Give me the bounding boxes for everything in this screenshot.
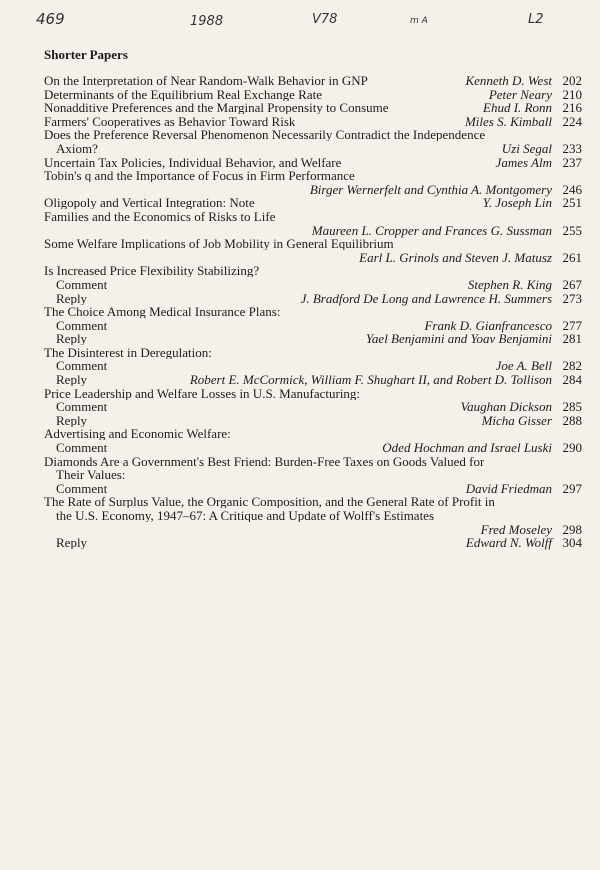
handwritten-note: 469 — [36, 10, 65, 28]
toc-entry-title: Reply — [56, 373, 88, 387]
toc-entry-title: Price Leadership and Welfare Losses in U.S. Manufacturing: — [44, 386, 361, 400]
toc-entry-page: 255 — [562, 222, 582, 238]
toc-entry — [44, 128, 582, 142]
toc-entry — [44, 196, 582, 210]
toc-entry — [44, 441, 582, 455]
toc-entry — [44, 387, 582, 401]
toc-entry — [44, 278, 582, 292]
toc-entry-title: Their Values: — [56, 468, 126, 482]
toc-entry-page: 246 — [562, 181, 582, 197]
toc-entry — [44, 237, 582, 251]
toc-entry-page: 297 — [562, 480, 582, 496]
toc-entry — [44, 251, 582, 265]
toc-entry — [44, 414, 582, 428]
toc-entry-author: Robert E. McCormick, William F. Shughart II, and Robert D. Tollison — [189, 372, 552, 388]
toc-entry — [44, 427, 582, 441]
toc-entry — [44, 101, 582, 115]
toc-entry — [44, 319, 582, 333]
toc-entry-title: Reply — [56, 291, 88, 305]
toc-entry-page: 285 — [562, 399, 582, 415]
toc-entry-title: On the Interpretation of Near Random-Walk Behavior in GNP — [44, 74, 368, 87]
toc-entry — [44, 88, 582, 102]
handwritten-note: L2 — [528, 12, 544, 27]
toc-entry-author: Joe A. Bell — [495, 358, 552, 374]
toc-entry — [44, 210, 582, 224]
toc-entry-title: Oligopoly and Vertical Integration: Note — [44, 196, 255, 210]
toc-entry-title: Reply — [56, 413, 88, 427]
toc-entry-author: Oded Hochman and Israel Luski — [382, 440, 552, 456]
toc-entry-title: Tobin's q and the Importance of Focus in Firm Performance — [44, 169, 355, 183]
toc-entry-page: 261 — [562, 249, 582, 265]
toc-entry-title: Comment — [56, 400, 108, 414]
toc-entry-title: Nonadditive Preferences and the Marginal Propensity to Consume — [44, 101, 389, 115]
toc-entry-author: Ehud I. Ronn — [483, 100, 552, 116]
toc-entry — [44, 264, 582, 278]
toc-entry-page: 202 — [562, 73, 582, 88]
toc-entry-author: Y. Joseph Lin — [482, 195, 552, 211]
toc-entry-author: Earl L. Grinols and Steven J. Matusz — [359, 249, 552, 265]
toc-entry-page: 304 — [562, 535, 582, 551]
toc-entry-title: the U.S. Economy, 1947–67: A Critique and Update of Wolff's Estimates — [56, 509, 435, 522]
toc-entry — [44, 468, 582, 482]
toc-entry-page: 288 — [562, 412, 582, 428]
toc-entry-title: Reply — [56, 536, 88, 550]
toc-entry — [44, 509, 582, 523]
toc-entry — [44, 292, 582, 306]
toc-entry — [44, 224, 582, 238]
toc-entry — [44, 346, 582, 360]
toc-entry-title: Comment — [56, 277, 108, 291]
toc-entry-title: Farmers' Cooperatives as Behavior Toward Risk — [44, 114, 296, 128]
toc-entry-title: Is Increased Price Flexibility Stabilizing? — [44, 264, 260, 278]
toc-entry-title: Advertising and Economic Welfare: — [44, 427, 231, 441]
table-of-contents — [44, 74, 582, 550]
toc-entry-author: Miles S. Kimball — [464, 113, 552, 129]
toc-entry-author: Edward N. Wolff — [465, 535, 552, 551]
handwritten-note: 1988 — [190, 14, 224, 29]
toc-entry-author: Stephen R. King — [467, 276, 552, 292]
toc-entry-page: 273 — [562, 290, 582, 306]
toc-entry — [44, 523, 582, 537]
toc-entry-title: Comment — [56, 441, 108, 455]
toc-entry-title: The Rate of Surplus Value, the Organic Composition, and the General Rate of Profit in — [44, 495, 495, 509]
toc-entry-title: Families and the Economics of Risks to Life — [44, 209, 276, 223]
toc-entry-title: The Choice Among Medical Insurance Plans: — [44, 305, 281, 319]
toc-entry — [44, 169, 582, 183]
toc-entry-author: Peter Neary — [488, 86, 552, 102]
toc-entry-author: Micha Gisser — [481, 412, 552, 428]
toc-entry-title: Reply — [56, 332, 88, 346]
toc-entry — [44, 495, 582, 509]
toc-entry — [44, 156, 582, 170]
toc-entry — [44, 74, 582, 88]
toc-entry-author: Maureen L. Cropper and Frances G. Sussman — [311, 222, 552, 238]
toc-entry — [44, 536, 582, 550]
toc-entry-page: 298 — [562, 521, 582, 537]
toc-entry-page: 281 — [562, 331, 582, 347]
handwritten-note: m A — [410, 16, 428, 26]
toc-entry-title: Comment — [56, 481, 108, 495]
toc-entry-title: Comment — [56, 359, 108, 373]
toc-entry-author: Yael Benjamini and Yoav Benjamini — [365, 331, 552, 347]
toc-entry — [44, 400, 582, 414]
toc-entry-author: James Alm — [495, 154, 552, 170]
handwritten-note: V78 — [312, 12, 338, 27]
toc-entry-title: Some Welfare Implications of Job Mobility in General Equilibrium — [44, 237, 394, 251]
toc-entry-page: 216 — [562, 100, 582, 116]
toc-entry-page: 233 — [562, 140, 582, 156]
toc-entry-page: 284 — [562, 372, 582, 388]
section-title: Shorter Papers — [44, 47, 128, 62]
toc-entry-title: Comment — [56, 318, 108, 332]
handwritten-annotations — [0, 10, 600, 32]
toc-entry-page: 277 — [562, 317, 582, 333]
toc-entry-author: J. Bradford De Long and Lawrence H. Summers — [300, 290, 552, 306]
toc-entry-title: Does the Preference Reversal Phenomenon Necessarily Contradict the Independence — [44, 128, 486, 142]
toc-entry-page: 251 — [562, 195, 582, 211]
toc-entry — [44, 115, 582, 129]
toc-entry-page: 267 — [562, 276, 582, 292]
toc-entry-author: David Friedman — [465, 480, 552, 496]
toc-entry — [44, 373, 582, 387]
toc-entry-author: Kenneth D. West — [465, 73, 552, 88]
toc-entry-title: Determinants of the Equilibrium Real Exchange Rate — [44, 87, 322, 101]
toc-entry-title: Uncertain Tax Policies, Individual Behavior, and Welfare — [44, 155, 342, 169]
toc-entry — [44, 305, 582, 319]
toc-entry — [44, 183, 582, 197]
toc-entry — [44, 455, 582, 469]
toc-entry-page: 282 — [562, 358, 582, 374]
toc-entry-page: 290 — [562, 440, 582, 456]
toc-entry — [44, 482, 582, 496]
toc-entry-page: 224 — [562, 113, 582, 129]
toc-entry-title: Axiom? — [56, 141, 98, 155]
toc-entry — [44, 142, 582, 156]
toc-entry-page: 237 — [562, 154, 582, 170]
toc-entry — [44, 332, 582, 346]
toc-entry-author: Vaughan Dickson — [460, 399, 552, 415]
toc-entry-author: Uzi Segal — [501, 140, 552, 156]
toc-entry-title: Diamonds Are a Government's Best Friend: Burden-Free Taxes on Goods Valued for — [44, 454, 485, 468]
toc-entry-title: The Disinterest in Deregulation: — [44, 345, 212, 359]
toc-entry — [44, 359, 582, 373]
toc-entry-author: Birger Wernerfelt and Cynthia A. Montgomery — [309, 181, 552, 197]
toc-entry-author: Frank D. Gianfrancesco — [424, 317, 552, 333]
toc-entry-page: 210 — [562, 86, 582, 102]
toc-entry-author: Fred Moseley — [480, 521, 552, 537]
